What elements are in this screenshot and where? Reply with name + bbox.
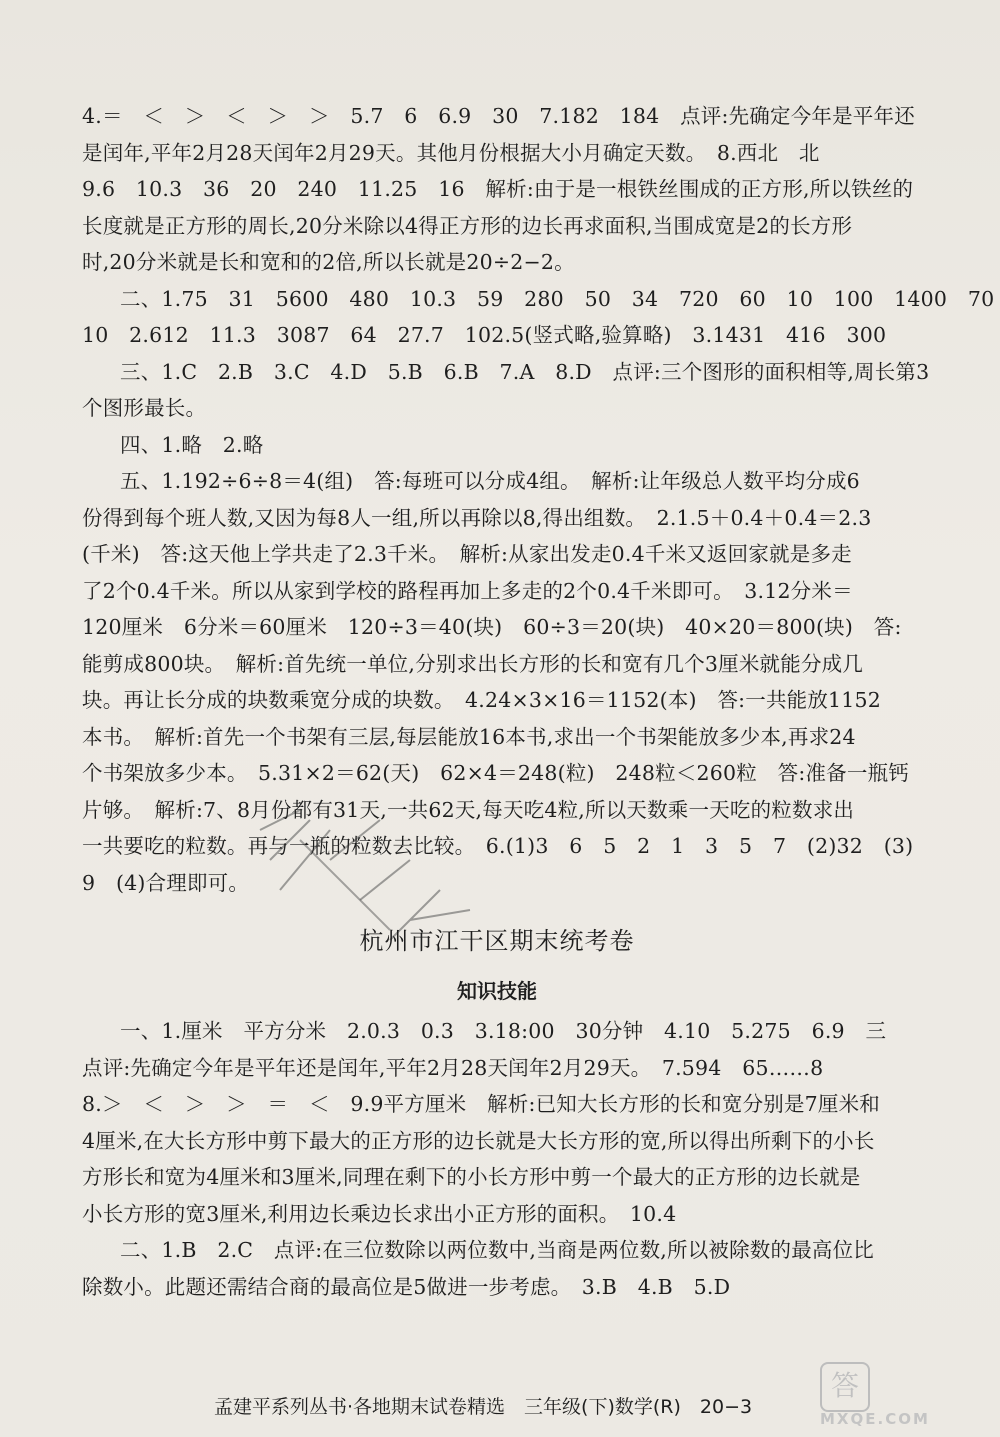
watermark-logo	[820, 1362, 980, 1428]
text-line: 除数小。此题还需结合商的最高位是5做进一步考虑。 3.B 4.B 5.D	[82, 1274, 731, 1299]
text-line: 120厘米 6分米＝60厘米 120÷3＝40(块) 60÷3＝20(块) 40×20＝800(块) 答:	[82, 615, 902, 639]
answer-block-middle	[82, 281, 995, 902]
text-line: 个图形最长。	[82, 396, 207, 420]
text-line: 点评:先确定今年是平年还是闰年,平年2月28天闰年2月29天。 7.594 65……8	[82, 1055, 824, 1080]
answer-block-top	[82, 98, 915, 281]
text-line: 二、1.75 31 5600 480 10.3 59 280 50 34 720 60 10 100 1400 70	[120, 286, 995, 311]
text-line: 一、1.厘米 平方分米 2.0.3 0.3 3.18:00 30分钟 4.10 5.275 6.9 三	[120, 1019, 887, 1043]
text-line: 片够。 解析:7、8月份都有31天,一共62天,每天吃4粒,所以天数乘一天吃的粒数求出	[82, 797, 855, 822]
text-line: (千米) 答:这天他上学共走了2.3千米。 解析:从家出发走0.4千米又返回家就是多走	[82, 542, 852, 566]
text-line: 10 2.612 11.3 3087 64 27.7 102.5(竖式略,验算略) 3.1431 416 300	[82, 323, 887, 347]
text-line: 一共要吃的粒数。再与一瓶的粒数去比较。 6.(1)3 6 5 2 1 3 5 7 (2)32 (3)	[82, 834, 914, 858]
section-subtitle: 知识技能	[457, 979, 537, 1003]
watermark-glyph: 答	[820, 1362, 870, 1412]
text-line: 三、1.C 2.B 3.C 4.D 5.B 6.B 7.A 8.D 点评:三个图形的面积相等,周长第3	[120, 359, 930, 384]
text-line: 4.＝ ＜ ＞ ＜ ＞ ＞ 5.7 6 6.9 30 7.182 184 点评:先确定今年是平年还	[82, 104, 915, 128]
text-line: 了2个0.4千米。所以从家到学校的路程再加上多走的2个0.4千米即可。 3.12分米＝	[82, 578, 853, 603]
text-line: 长度就是正方形的周长,20分米除以4得正方形的边长再求面积,当围成宽是2的长方形	[82, 213, 853, 238]
page-footer: 孟建平系列丛书·各地期末试卷精选 三年级(下)数学(R) 20−3	[214, 1396, 753, 1418]
text-line: 四、1.略 2.略	[120, 432, 264, 457]
answer-block-bottom	[82, 1013, 912, 1305]
section-title: 杭州市江干区期末统考卷	[359, 927, 635, 955]
text-line: 小长方形的宽3厘米,利用边长乘边长求出小正方形的面积。 10.4	[82, 1201, 677, 1226]
text-line: 块。再让长分成的块数乘宽分成的块数。 4.24×3×16＝1152(本) 答:一共能放1152	[82, 688, 882, 712]
text-line: 时,20分米就是长和宽和的2倍,所以长就是20÷2−2。	[82, 250, 575, 274]
text-line: 4厘米,在大长方形中剪下最大的正方形的边长就是大长方形的宽,所以得出所剩下的小长	[82, 1128, 875, 1153]
text-line: 8.＞ ＜ ＞ ＞ ＝ ＜ 9.9平方厘米 解析:已知大长方形的长和宽分别是7厘米和	[82, 1092, 881, 1116]
text-line: 9.6 10.3 36 20 240 11.25 16 解析:由于是一根铁丝围成的正方形,所以铁丝的	[82, 177, 914, 201]
text-line: 方形长和宽为4厘米和3厘米,同理在剩下的小长方形中剪一个最大的正方形的边长就是	[82, 1165, 861, 1189]
text-line: 份得到每个班人数,又因为每8人一组,所以再除以8,得出组数。 2.1.5＋0.4＋0.4＝2.3	[82, 505, 872, 530]
text-line: 五、1.192÷6÷8＝4(组) 答:每班可以分成4组。 解析:让年级总人数平均分成6	[120, 469, 860, 493]
watermark-text: MXQE.COM	[820, 1410, 930, 1428]
text-line: 能剪成800块。 解析:首先统一单位,分别求出长方形的长和宽有几个3厘米就能分成几	[82, 651, 864, 676]
text-line: 个书架放多少本。 5.31×2＝62(天) 62×4＝248(粒) 248粒＜260粒 答:准备一瓶钙	[82, 761, 909, 785]
text-line: 9 (4)合理即可。	[82, 870, 250, 895]
answer-content	[82, 98, 995, 1305]
text-line: 是闰年,平年2月28天闰年2月29天。其他月份根据大小月确定天数。 8.西北 北	[82, 140, 820, 165]
text-line: 本书。 解析:首先一个书架有三层,每层能放16本书,求出一个书架能放多少本,再求24	[82, 724, 856, 749]
text-line: 二、1.B 2.C 点评:在三位数除以两位数中,当商是两位数,所以被除数的最高位比	[120, 1238, 875, 1262]
